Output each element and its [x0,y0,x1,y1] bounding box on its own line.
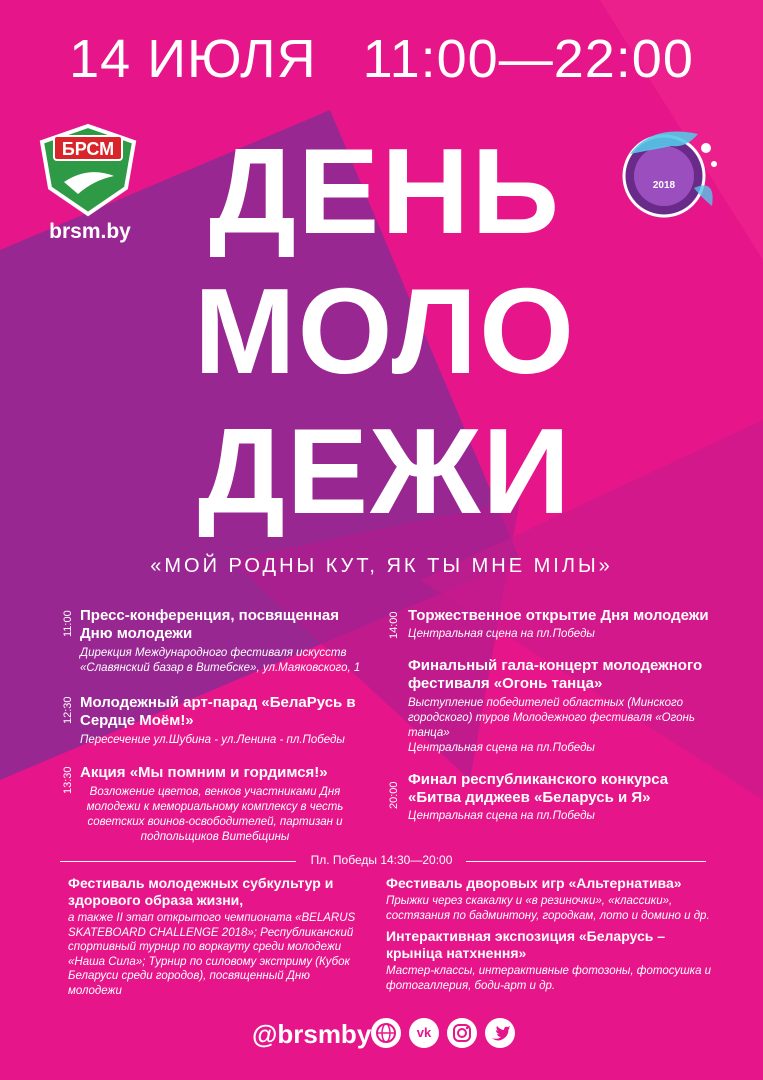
bottom-right-desc: Мастер-классы, интерактивные фотозоны, фотосушка и фотогаллерия, боди-арт и др. [386,965,712,992]
schedule-desc: Пересечение ул.Шубина - ул.Ленина - пл.Победы [80,734,345,746]
bottom-left-title: Фестиваль молодежных субкультур и здорового образа жизни, [68,875,334,908]
schedule-title: Акция «Мы помним и гордимся!» [80,764,328,781]
bottom-left-event [68,875,360,998]
brsm-website-link[interactable]: brsm.by [49,220,131,243]
bottom-left-desc: а также II этап открытого чемпионата «BELARUS SKATEBOARD CHALLENGE 2018»; Республиканский спортивный турнир по воркауту среди молодежи «Наша Сила»; Турнир по силовому экстриму (Кубок Беларуси среди городов), посвященный Дню молодежи [68,912,356,997]
globe-icon[interactable] [371,1018,401,1048]
schedule-desc: Центральная сцена на пл.Победы [408,628,595,640]
vk-icon[interactable]: vk [409,1018,439,1048]
title-line-3: ДЕЖИ [197,403,573,539]
venue-time-divider: Пл. Победы 14:30—20:00 [310,853,453,867]
schedule-item [388,607,718,642]
slogan: «МОЙ РОДНЫ КУТ, ЯК ТЫ МНЕ МІЛЫ» [150,555,613,577]
schedule-item [388,657,718,756]
schedule-item [388,771,718,824]
schedule-time: 14:00 [388,611,400,639]
schedule-venue: Центральная сцена на пл.Победы [408,742,595,754]
instagram-icon[interactable] [447,1018,477,1048]
schedule-item [62,764,372,845]
schedule-title: Финал республиканского конкурса «Битва диджеев «Беларусь и Я» [408,771,669,806]
bottom-right-title: Фестиваль дворовых игр «Альтернатива» [386,875,682,891]
brsm-logo-text: БРСМ [61,139,115,159]
schedule-time: 20:00 [388,781,400,809]
event-date: 14 ИЮЛЯ [69,29,317,89]
bottom-right-desc: Прыжки через скакалку и «в резиночки», «классики», состязания по бадминтону, городкам, лото и домино и др. [386,895,710,922]
schedule-title: Финальный гала-концерт молодежного фестиваля «Огонь танца» [408,657,703,692]
schedule-title: Торжественное открытие Дня молодежи [408,607,709,624]
schedule-desc: Дирекция Международного фестиваля искусств «Славянский базар в Витебске», ул.Маяковского, 1 [80,647,361,674]
schedule-desc: Центральная сцена на пл.Победы [408,810,595,822]
event-time: 11:00—22:00 [362,29,694,89]
svg-text:2018: 2018 [652,180,676,191]
schedule-time: 12:30 [62,696,74,724]
schedule-time: 13:30 [62,766,74,794]
bottom-right-title: Интерактивная экспозиция «Беларусь – крыніца натхнення» [386,928,666,961]
bottom-right-event [386,928,716,993]
schedule-desc: Возложение цветов, венков участниками Дня молодежи к мемориальному комплексу в честь советских воинов-освободителей, партизан и подпольщиков Витебщины [86,786,344,843]
schedule-time: 11:00 [62,610,74,637]
title-line-2: МОЛО [194,263,576,399]
schedule-title: Пресс-конференция, посвященная Дню молодежи [80,607,340,642]
title-line-1: ДЕНЬ [208,123,562,259]
brsm-logo [34,122,142,218]
schedule-desc: Выступление победителей областных (Минского городского) туров Молодежного фестиваля «Огонь танца» [408,697,695,739]
schedule-title: Молодежный арт-парад «БелаРусь в Сердце Моём!» [80,694,356,729]
date-time-heading [0,28,763,90]
twitter-icon[interactable] [485,1018,515,1048]
schedule-item [62,607,372,676]
schedule-item [62,694,372,748]
bottom-right-event [386,875,716,923]
festival-logo [612,118,724,228]
social-handle[interactable]: @brsmby [252,1019,372,1049]
